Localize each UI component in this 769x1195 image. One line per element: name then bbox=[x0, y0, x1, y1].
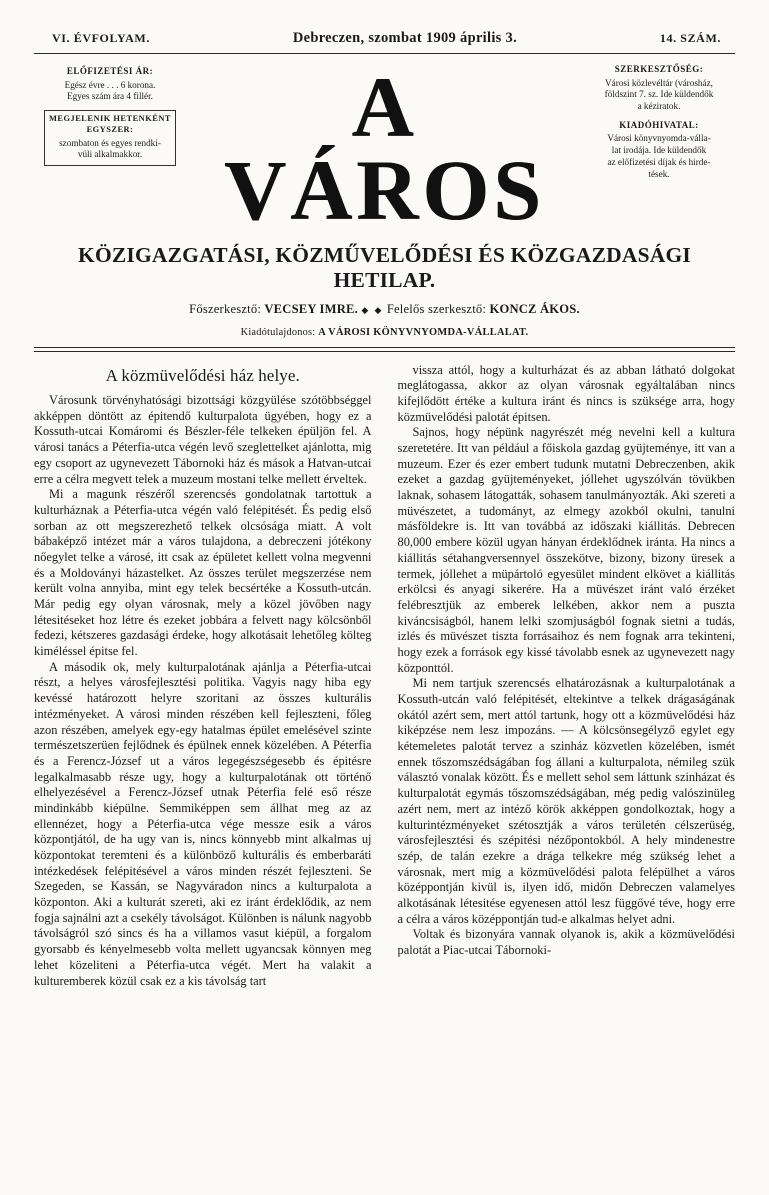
responsible-editor-label: Felelős szerkesztő: bbox=[386, 302, 487, 317]
article-paragraph: vissza attól, hogy a kulturházat és az abban látható dolgokat meglátogassa, akkor az olyan városnak egyáltalában nincs kifejlődött értéke a kultura iránt és nincs is szüksége arra, hogy közmüvelődési palotát épitsen. bbox=[397, 362, 735, 424]
masthead bbox=[34, 59, 735, 238]
subscription-price-line: Egyes szám ára 4 fillér. bbox=[67, 91, 153, 102]
publication-frequency-heading: MEGJELENIK HETENKÉNT EGYSZER: bbox=[49, 114, 171, 134]
publication-frequency-line: vüli alkalmakkor. bbox=[77, 149, 143, 160]
newspaper-title: A VÁROS bbox=[223, 59, 546, 238]
masthead-topline bbox=[34, 30, 735, 47]
editorial-office-line: a kéziratok. bbox=[637, 101, 681, 112]
masthead-left-info bbox=[34, 64, 186, 231]
publication-frequency-block bbox=[44, 110, 176, 166]
editorial-office-line: földszint 7. sz. Ide küldendők bbox=[604, 89, 714, 100]
masthead-divider-bottom bbox=[34, 347, 735, 352]
responsible-editor-name: KONCZ ÁKOS. bbox=[489, 302, 580, 317]
subscription-price-line: Egész évre . . . 6 korona. bbox=[64, 79, 156, 90]
publisher-name: A VÁROSI KÖNYVNYOMDA-VÁLLALAT. bbox=[318, 327, 529, 339]
publishing-office-line: lat irodája. Ide küldendők bbox=[611, 145, 707, 156]
editorial-office-block bbox=[583, 64, 735, 113]
article-paragraph: A második ok, mely kulturpalotának ajánlja a Péterfia-utcai részt, a helyes városfejlesztési politika. Vagyis nagy hiba egy kevéssé határozott helyre szoritani az összes kulturális intézményeket. A városi minden részében kell fejleszteni, főleg azon részében, amelyek egy-egy hatalmas épület emelésével szinte természetszerüen fejlődnek és épülnek ennek közelében. A Péterfia és a Ferencz-József ut a város legegészségesebb és épitésre legalkalmasabb része ugy, hogy a kulturpalotának ott történő elhelyezésével a Ferencz-József utnak Péterfia felé eső része mindinkább kiépülne. Semmiképpen sem állhat meg az az ellennézet, hogy a Péterfia-utca vége messze esik a város központjától, de ha ugy van is, nincs könnyebb mint alkalmas uj központokat teremteni és a különböző kulturális és emberbaráti intézkedések felépitésével a város minden részét fejleszteni. Se Szegeden, se Kassán, se Nagyváradon nincs a kulturpalota a központon. Aki a kulturát szereti, aki ez iránt érdeklődik, az nem fogja sajnálni azt a csekély távolságot. Különben is nálunk nagyobb távolságról szó sincs és ha a villamos vasut kiépül, a forgalom gyorsabb és kényelmesebb volta mellett ugyancsak könnyen meg lehet közeliteni a Péterfia-utca végét. Mert ha valakit a kulturemberek közül csak ez a kis távolság tart bbox=[34, 659, 372, 988]
publication-frequency-line: szombaton és egyes rendki- bbox=[59, 137, 161, 148]
separator-diamonds-icon: ◆ ◆ bbox=[361, 305, 384, 316]
article-paragraph: Mi nem tartjuk szerencsés elhatározásnak a kulturpalotának a Kossuth-utcán való felépitését, eltekintve a telkek drágaságának okától azért sem, mert attól tartunk, hogy ott a közmüvelődési ház kiképzése nem lesz impozáns. — A kölcsönsegélyző egylet egy kétemeletes palotát tervez a szinház közvetlen közelében, ismét ennek tőszomszédságában fog állani a kulturpalota, némileg szük választó vonalak között. És e mellett sehol sem láttunk szinházat és kulturpalotát egymás tőszomszédságában, még pedig valószinüleg azért nem, mert az intéző körök akképpen gondolkoztak, hogy a kulturintézményeket szétosztják a város területén célszerüség, városfejlesztési és szépitési nézőpontokból. A hely mindenestre szép, de talán ezekre a drága telkekre még szükség lehet a városnak, mert mig a közmüvelődési palota felépülhet a város középpontján kivül is, ilyen idő, midőn Debreczen valamelyes alkotásának létesitése egyenesen attól lesz függővé téve, hogy erre a célra a város középpontján tud-e alkalmas helyet adni. bbox=[397, 676, 735, 926]
masthead-center bbox=[186, 59, 583, 238]
article-paragraph: Városunk törvényhatósági bizottsági közgyülése szótöbbséggel akképpen döntött az épitendő kulturpalota ügyében, hogy ez a Kossuth-utcai Komáromi és Bészler-féle telkeken épüljön fel. A városi tanács a Péterfia-utca végén levő szeglettelket ajánlotta, mig egy csoport az ugynevezett Tábornoki ház és mások a Hatvan-utcai erre a célra megvett telek a muzeum mostani telke mellett érveltek. bbox=[34, 393, 372, 486]
article-column-right bbox=[385, 363, 736, 990]
editors-line bbox=[34, 302, 735, 317]
editorial-office-heading: SZERKESZTŐSÉG: bbox=[614, 64, 704, 74]
article-headline: A közmüvelődési ház helye. bbox=[105, 365, 300, 385]
publisher-line bbox=[34, 327, 735, 338]
subscription-price-heading: ELŐFIZETÉSI ÁR: bbox=[66, 66, 154, 76]
article-columns bbox=[34, 363, 735, 990]
article-paragraph: Voltak és bizonyára vannak olyanok is, akik a közmüvelődési palotát a Piac-utcai Tábornoki- bbox=[397, 927, 735, 958]
publishing-office-line: tések. bbox=[648, 168, 670, 179]
dateline: Debreczen, szombat 1909 április 3. bbox=[292, 30, 518, 46]
issue-number: 14. SZÁM. bbox=[659, 31, 721, 45]
editorial-office-line: Városi közlevéltár (városház, bbox=[605, 77, 713, 88]
masthead-divider-top bbox=[34, 53, 735, 54]
article-paragraph: Mi a magunk részéről szerencsés gondolatnak tartottuk a kulturháznak a Péterfia-utca végén való felépitését. És pedig első sorban az ott megszerezhető telkek olcsósága miatt. A volt bábaképző intézet már a város tulajdona, a debreczeni jótékony nőegylet telke a városé, itt csak az épületet kellett volna megvenni és a Moldoványi házastelket. Az összes terület megszerzése nem került volna annyiba, mint egy telek becsértéke a Kossuth-utcán. Már pedig egy olyan városnak, mely a közel jövőben nagy létesitéseket hoz létre és ezeket jobbára a felvett nagy kölcsönből fedezi, kétszeres gazdasági érdeke, hogy alkotásait lehetőleg költeg kiméléssel épitse fel. bbox=[34, 487, 372, 659]
publishing-office-line: Városi könyvnyomda-válla- bbox=[607, 133, 711, 144]
editor-in-chief-name: VECSEY IMRE. bbox=[264, 302, 358, 317]
subscription-price-block bbox=[34, 66, 186, 103]
publisher-label: Kiadótulajdonos: bbox=[240, 327, 316, 339]
article-column-left bbox=[34, 363, 385, 990]
masthead-right-info bbox=[583, 64, 735, 231]
publishing-office-block bbox=[583, 120, 735, 181]
newspaper-subtitle: KÖZIGAZGATÁSI, KÖZMŰVELŐDÉSI ÉS KÖZGAZDASÁGI HETILAP. bbox=[78, 243, 691, 293]
volume-label: VI. ÉVFOLYAM. bbox=[52, 31, 150, 45]
publishing-office-heading: KIADÓHIVATAL: bbox=[619, 119, 699, 130]
article-paragraph: Sajnos, hogy népünk nagyrészét még nevelni kell a kultura szeretetére. Itt van például a főiskola gazdag gyüjteménye, itt van a muzeum. Ezer és ezer embert tudunk mutatni Debreczenben, akik ezeket a gazdag gyüjteményeket, jóllehet ugyszólván tövükben laknak, sohasem látogatták, sohasem tanulmányozták. Aki szereti a müvészetet, a tudományt, az elmegy azokból okulni, tanulni másföldekre is. Itt van továbbá az időszaki kiállitás. Debrecen 80,000 embere közül ugyan hányan érdeklődnek iránta. Ha nincs a kiállitás sétahangversennyel összekötve, bizony, bizony üresek a termek, jóllehet a müpártoló egyesület mindent elkövet a kiállitás erkölcsi és anyagi sikerére. Ha a müvészet iránt való érzéket felébresztjük az emberek lelkében, akkor nem a puszta kiváncsiságból, hanem lelki szomjuságból fognak sietni a tudás, izlés és müvészet tiszta forrásaihoz és nem fognak arra tekinteni, hogy ezek a források egy kissé távolabb esnek az ugynevezett nagy központtól. bbox=[397, 425, 735, 675]
editor-in-chief-label: Főszerkesztő: bbox=[189, 302, 262, 317]
publishing-office-line: az előfizetési díjak és hirde- bbox=[607, 156, 711, 167]
